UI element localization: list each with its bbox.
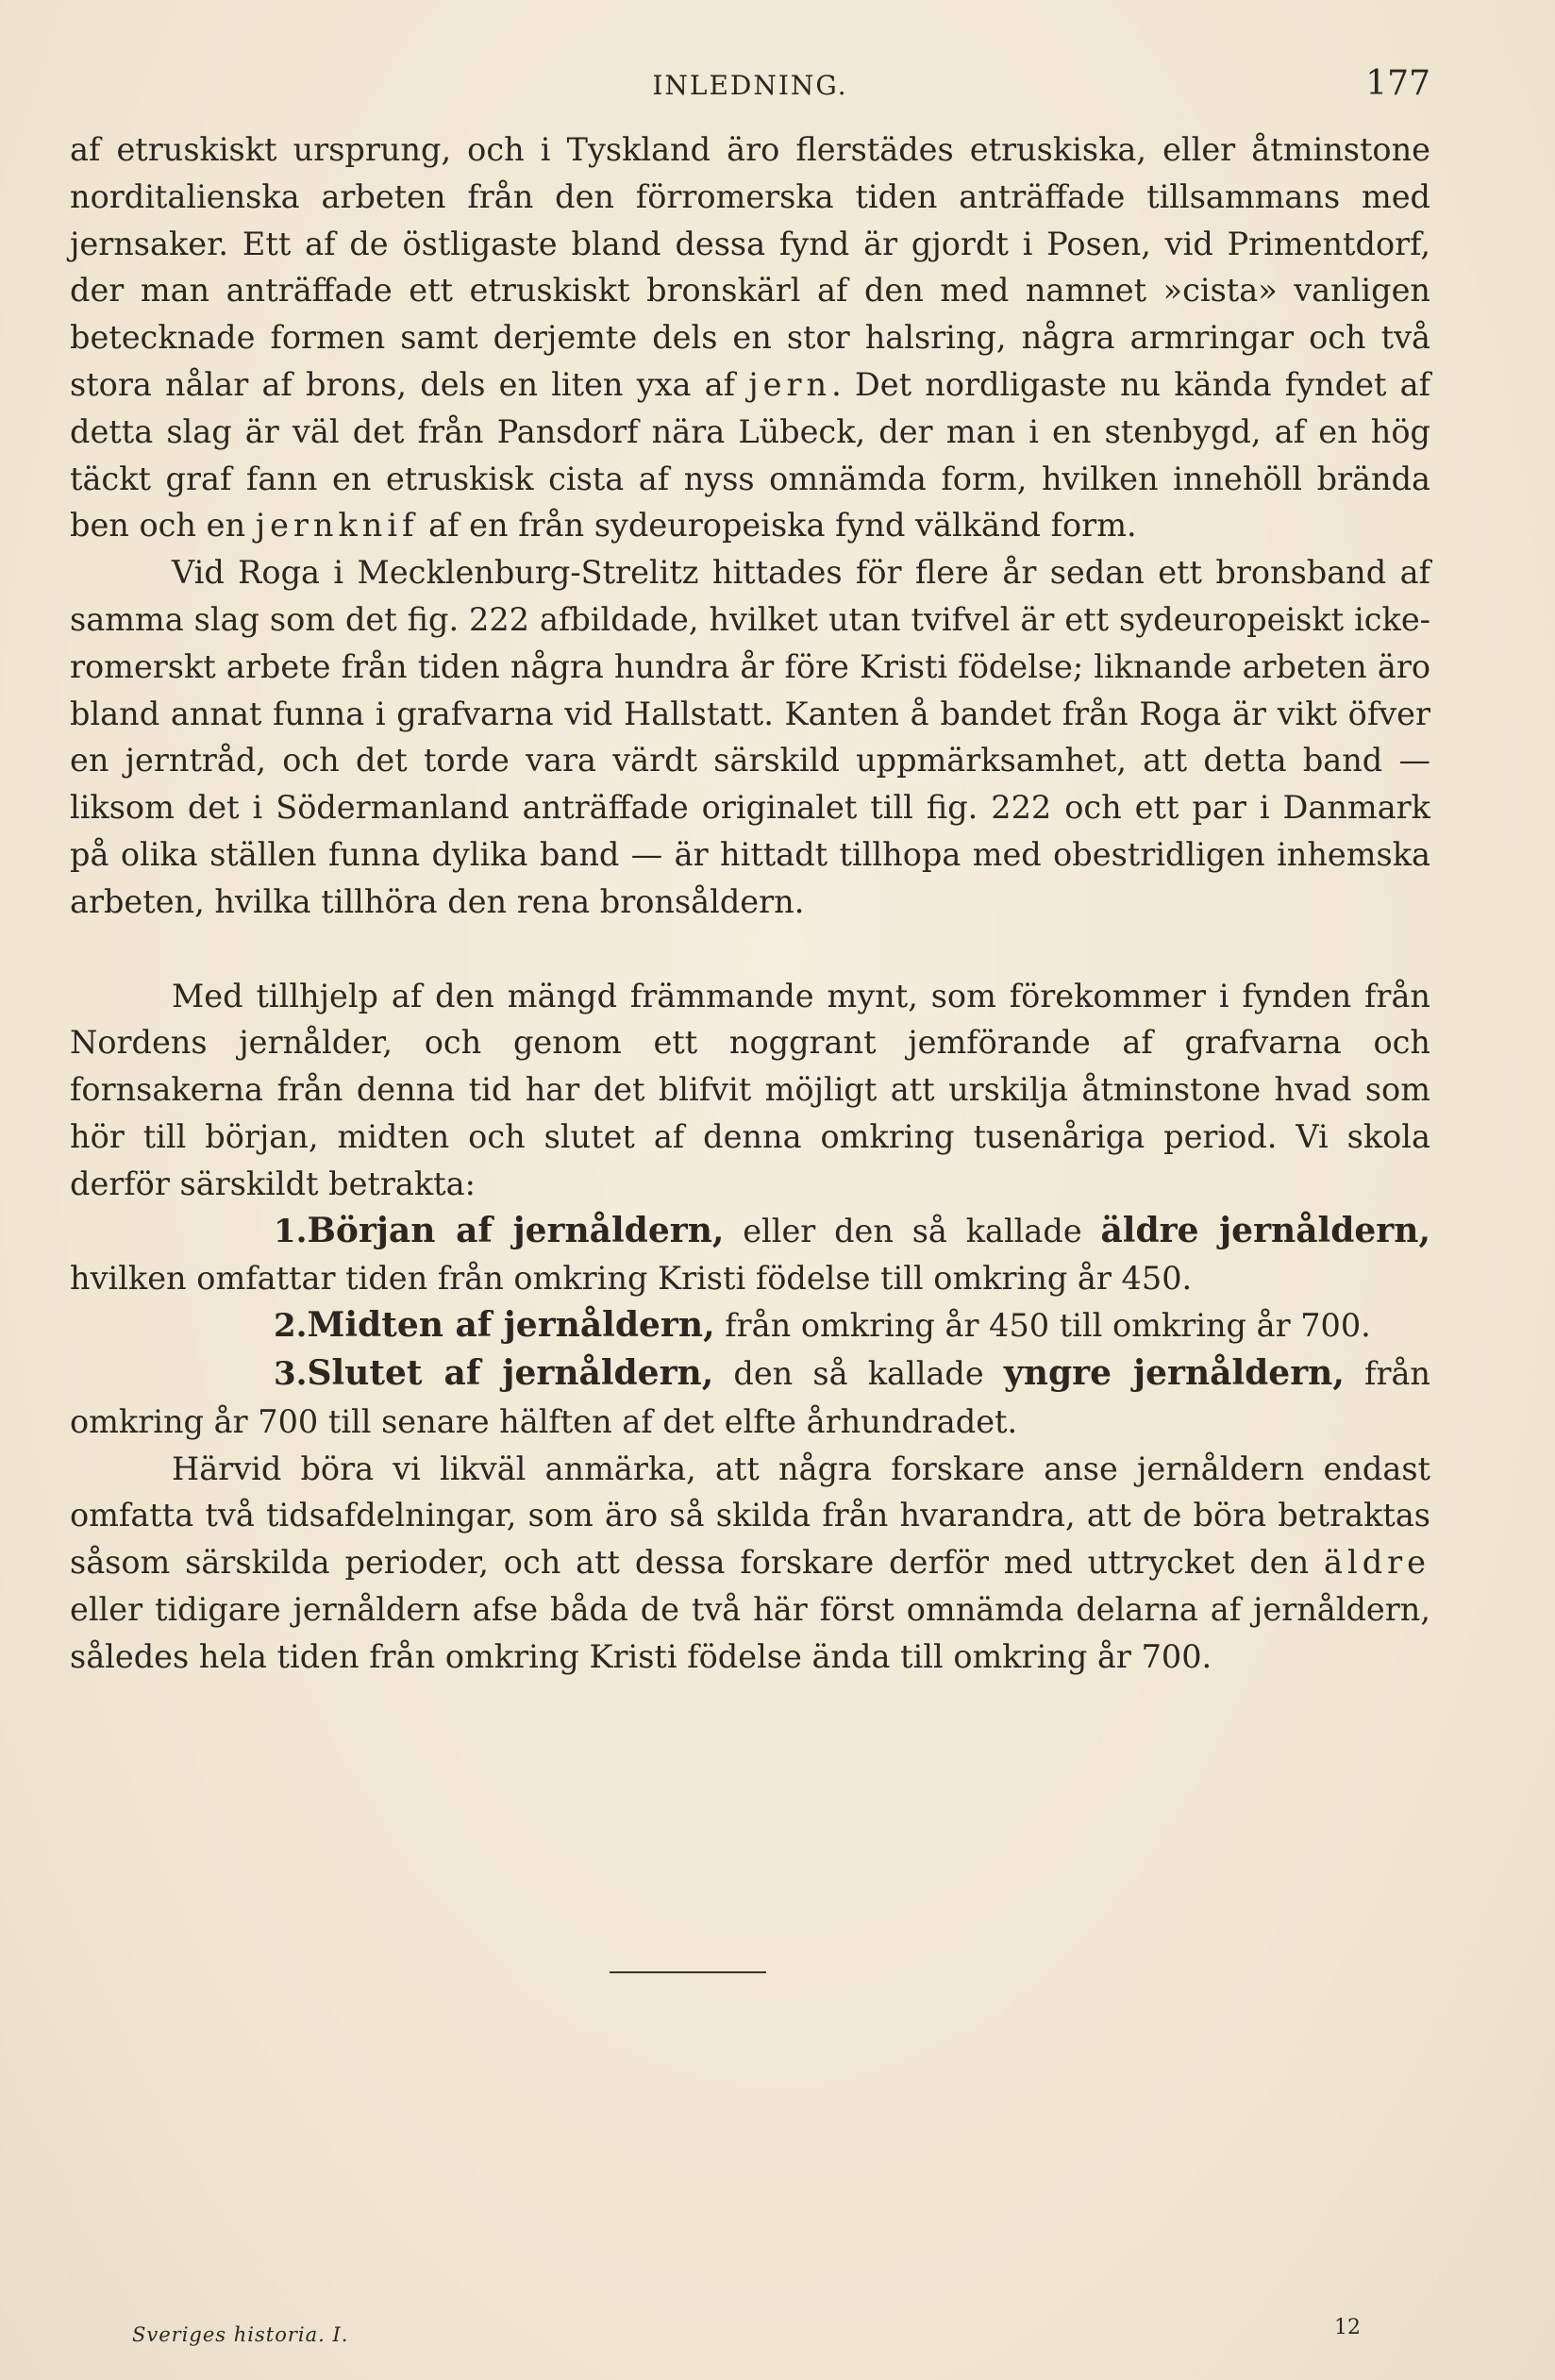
text-run: eller tidigare jernåldern afse båda de två här först omnämda delarna af jernåldern, således hela tiden från omkring Kristi födelse ända till omkring år 700.	[70, 1590, 1430, 1675]
period-list	[70, 1208, 1430, 1446]
period-title: Slutet af jernåldern,	[307, 1352, 714, 1393]
period-item	[70, 1302, 1430, 1350]
footer-title: Sveriges historia. I.	[132, 2323, 349, 2346]
text-run: den så kallade	[713, 1354, 1004, 1392]
end-rule	[610, 1971, 766, 1973]
page-number: 177	[1365, 64, 1430, 103]
text-run: från omkring år 700 till senare hälften af det elfte århundradet.	[70, 1354, 1430, 1440]
text-run: eller den så kallade	[724, 1212, 1101, 1249]
page-header	[70, 64, 1430, 111]
text-run: . Det nordligaste nu kända fyndet af detta slag är väl det från Pansdorf nära Lübeck, der man i en stenbygd, af en hög täckt graf fann en etruskisk cista af nyss omnämda form, hvilken innehöll brända ben och en	[70, 365, 1430, 545]
period-alt-title: yngre jernåldern,	[1003, 1352, 1345, 1393]
spaced-text: äldre	[1324, 1544, 1430, 1582]
period-title: Början af jernåldern,	[307, 1210, 725, 1250]
text-run: hvilken omfattar tiden från omkring Kristi födelse till omkring år 450.	[70, 1260, 1193, 1298]
text-run: Med tillhjelp af den mängd främmande mynt, som förekommer i fynden från Nordens jernålder, och genom ett noggrant jemförande af grafvarna och fornsakerna från denna tid har det blifvit möjligt att urskilja åtminstone hvad som hör till början, midten och slutet af denna omkring tusenåriga period. Vi skola derför särskildt betrakta:	[70, 977, 1430, 1202]
period-item	[70, 1350, 1430, 1446]
paragraph	[70, 973, 1430, 1208]
running-head: INLEDNING.	[652, 70, 848, 101]
section-break	[70, 926, 1430, 973]
text-run: Vid Roga i Mecklenburg-Strelitz hittades för flere år sedan ett bronsband af samma slag som det fig. 222 afbildade, hvilket utan tvifvel är ett sydeuropeiskt icke-romerskt arbete från tiden några hundra år före Kristi födelse; liknande arbeten äro bland annat funna i grafvarna vid Hallstatt. Kanten å bandet från Roga är vikt öfver en jerntråd, och det torde vara värdt särskild uppmärksamhet, att detta band — liksom det i Södermanland anträffade originalet till fig. 222 och ett par i Danmark på olika ställen funna dylika band — är hittadt tillhopa med obestridligen inhemska arbeten, hvilka tillhöra den rena bronsåldern.	[70, 554, 1430, 920]
body-text	[70, 126, 1430, 1681]
period-alt-title: äldre jernåldern,	[1100, 1210, 1430, 1250]
text-run: Härvid böra vi likväl anmärka, att några forskare anse jernåldern endast omfatta två tidsafdelningar, som äro så skilda från hvarandra, att de böra betraktas såsom särskilda perioder, och att dessa forskare derför med uttrycket den	[70, 1450, 1430, 1582]
text-run: från omkring år 450 till omkring år 700.	[714, 1307, 1371, 1345]
period-number: 3.	[274, 1354, 308, 1393]
signature-mark: 12	[1334, 2316, 1361, 2339]
page-footer	[132, 2316, 1361, 2361]
text-run: af en från sydeuropeiska fynd välkänd form.	[418, 507, 1137, 545]
period-number: 1.	[274, 1212, 308, 1250]
spaced-text: jern	[748, 365, 832, 403]
paragraph	[70, 126, 1430, 549]
paragraph	[70, 549, 1430, 925]
period-title: Midten af jernåldern,	[307, 1305, 715, 1346]
paragraph	[70, 1446, 1430, 1681]
period-number: 2.	[274, 1307, 308, 1346]
text-run: af etruskiskt ursprung, och i Tyskland äro flerstädes etruskiska, eller åtminstone norditalienska arbeten från den förromerska tiden anträffade tillsammans med jernsaker. Ett af de östligaste bland dessa fynd är gjordt i Posen, vid Primentdorf, der man anträffade ett etruskiskt bronskärl af den med namnet »cista» vanligen betecknade formen samt derjemte dels en stor halsring, några armringar och två stora nålar af brons, dels en liten yxa af	[70, 131, 1430, 403]
spaced-text: jernknif	[255, 507, 419, 545]
period-item	[70, 1208, 1430, 1303]
